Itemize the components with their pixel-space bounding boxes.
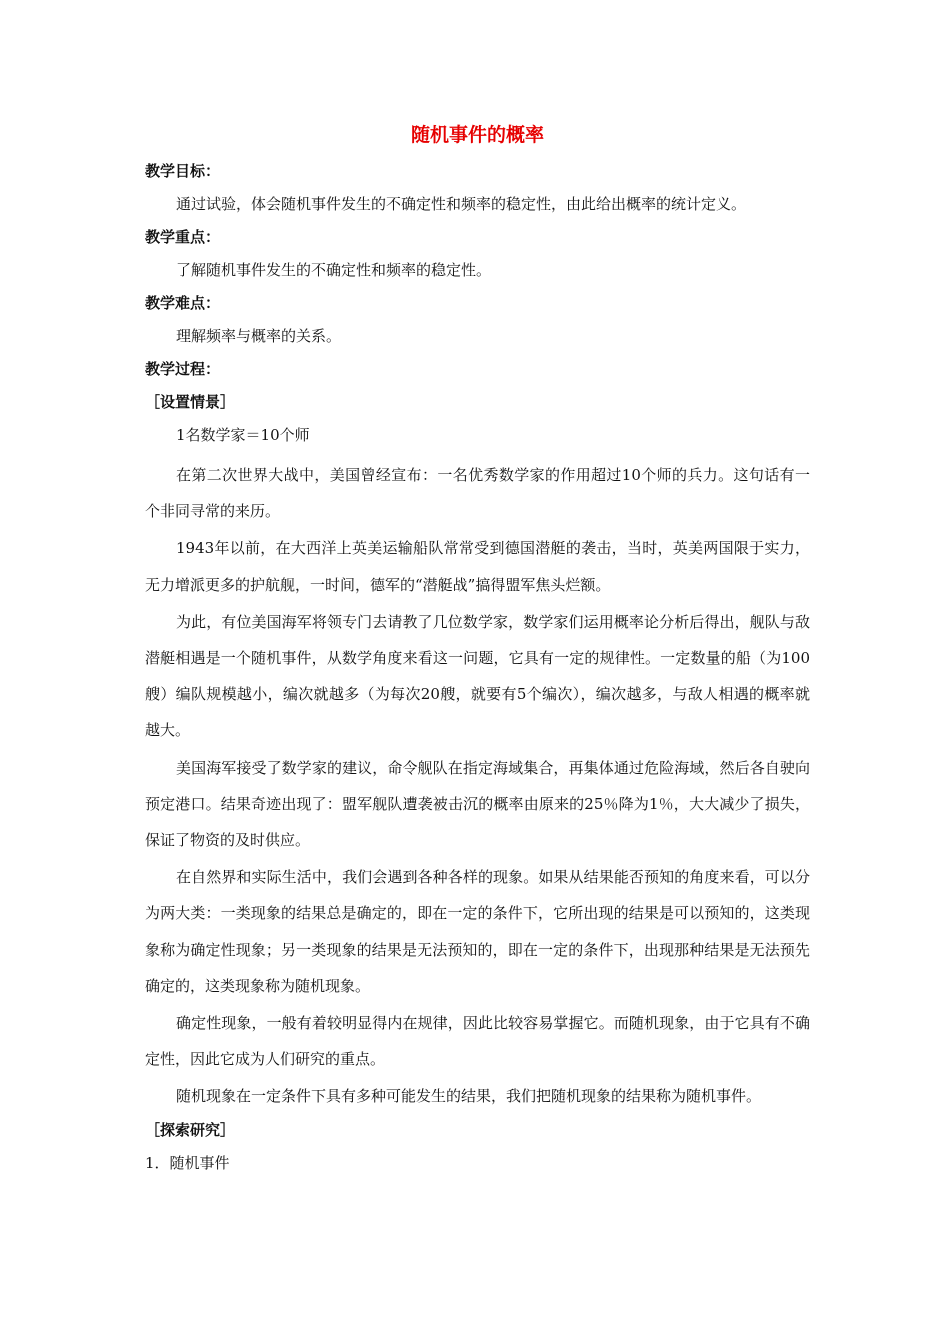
- scenario-heading: ［设置情景］: [145, 393, 236, 411]
- document-title: 随机事件的概率: [410, 124, 544, 146]
- key-point-text: 了解随机事件发生的不确定性和频率的稳定性。: [176, 261, 492, 279]
- difficulty-text: 理解频率与概率的关系。: [176, 327, 342, 345]
- scenario-paragraph: 为此，有位美国海军将领专门去请教了几位数学家，数学家们运用概率论分析后得出，舰队与敌潜艇相遇是一个随机事件，从数学角度来看这一问题，它具有一定的规律性。一定数量的船（为100艘）编队规模越小，编次就越多（为每次20艘，就要有5个编次），编次越多，与敌人相遇的概率就越大。: [145, 612, 810, 740]
- scenario-paragraph: 在自然界和实际生活中，我们会遇到各种各样的现象。如果从结果能否预知的角度来看，可以分为两大类：一类现象的结果总是确定的，即在一定的条件下，它所出现的结果是可以预知的，这类现象称为确定性现象；另一类现象的结果是无法预知的，即在一定的条件下，出现那种结果是无法预先确定的，这类现象称为随机现象。: [145, 868, 810, 995]
- document-page: [145, 120, 810, 1174]
- process-heading: 教学过程：: [145, 360, 221, 378]
- objective-heading: 教学目标：: [145, 162, 221, 180]
- key-point-heading: 教学重点：: [145, 228, 221, 246]
- scenario-paragraph: 在第二次世界大战中，美国曾经宣布：一名优秀数学家的作用超过10个师的兵力。这句话有一个非同寻常的来历。: [145, 466, 810, 521]
- explore-heading: ［探索研究］: [145, 1120, 236, 1139]
- scenario-paragraph: 随机现象在一定条件下具有多种可能发生的结果，我们把随机现象的结果称为随机事件。: [176, 1087, 762, 1106]
- explore-list-item: 1．随机事件: [145, 1153, 230, 1172]
- scenario-paragraph: 确定性现象，一般有着较明显得内在规律，因此比较容易掌握它。而随机现象，由于它具有不确定性，因此它成为人们研究的重点。: [145, 1014, 810, 1069]
- scenario-paragraph: 1943年以前，在大西洋上英美运输船队常常受到德国潜艇的袭击，当时，英美两国限于实力，无力增派更多的护航舰，一时间，德军的“潜艇战”搞得盟军焦头烂额。: [145, 539, 810, 594]
- objective-text: 通过试验，体会随机事件发生的不确定性和频率的稳定性，由此给出概率的统计定义。: [176, 195, 747, 213]
- scenario-paragraph: 1名数学家＝10个师: [176, 426, 310, 444]
- scenario-paragraph: 美国海军接受了数学家的建议，命令舰队在指定海域集合，再集体通过危险海域，然后各自驶向预定港口。结果奇迹出现了：盟军舰队遭袭被击沉的概率由原来的25％降为1％，大大减少了损失，保证了物资的及时供应。: [145, 758, 810, 850]
- difficulty-heading: 教学难点：: [145, 294, 221, 312]
